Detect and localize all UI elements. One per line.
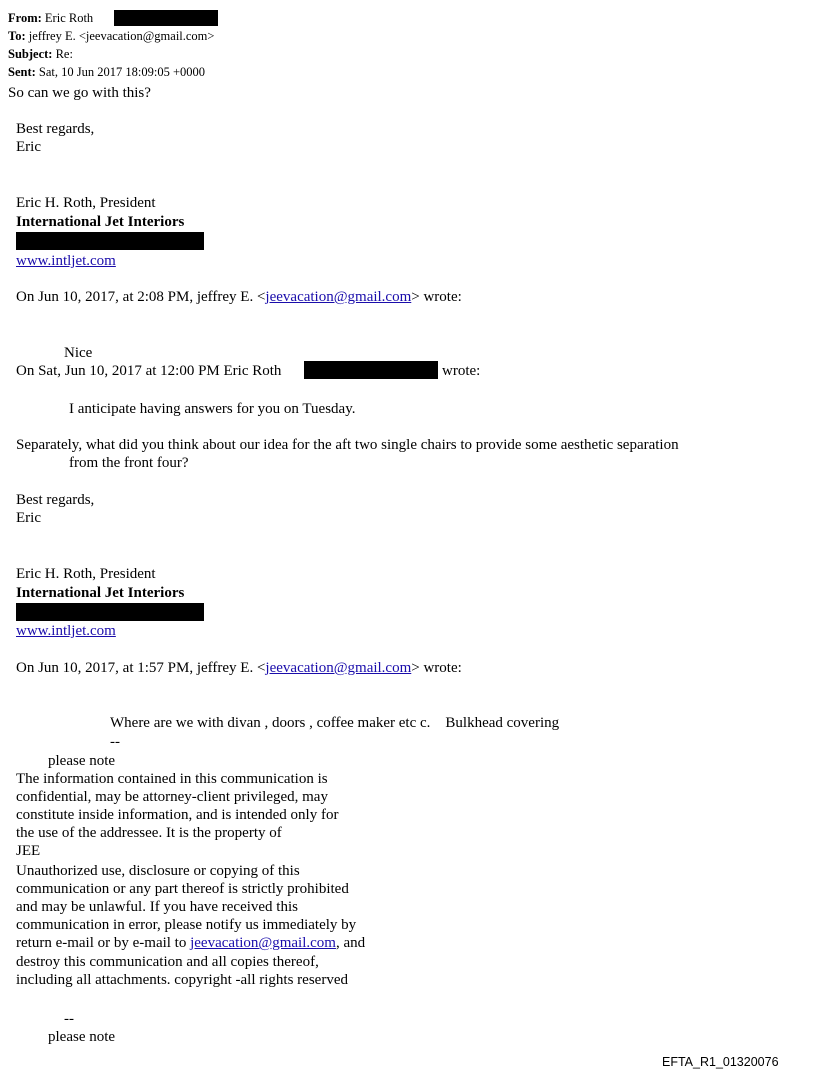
from-label: From: — [8, 11, 42, 25]
closing-regards: Best regards, — [16, 121, 95, 137]
quote-header — [16, 362, 281, 380]
subject-value: Re: — [55, 47, 73, 61]
sent-label: Sent: — [8, 65, 36, 79]
subject-label: Subject: — [8, 47, 53, 61]
from-value: Eric Roth — [44, 11, 94, 25]
closing-regards: Best regards, — [16, 492, 95, 508]
quote-header-text: > wrote: — [411, 660, 462, 676]
body-line: I anticipate having answers for you on Tuesday. — [69, 401, 356, 417]
company-website-link[interactable]: www.intljet.com — [16, 623, 116, 639]
quote-header-text: wrote: — [442, 363, 481, 379]
signature-title: Eric H. Roth, President — [16, 566, 156, 582]
please-note: please note — [48, 1029, 116, 1045]
body-line: Where are we with divan , doors , coffee maker etc c. Bulkhead covering — [110, 715, 560, 731]
to-label: To: — [8, 29, 26, 43]
subject-line — [8, 47, 73, 61]
closing-name: Eric — [16, 139, 41, 155]
disclaimer-line: communication or any part thereof is strictly prohibited — [16, 881, 349, 897]
redaction-box — [114, 10, 218, 26]
closing-name: Eric — [16, 510, 41, 526]
disclaimer-line: constitute inside information, and is intended only for — [16, 807, 339, 823]
reply-text: Nice — [64, 345, 93, 361]
redaction-box — [16, 232, 204, 250]
to-value: jeffrey E. <jeevacation@gmail.com> — [28, 29, 215, 43]
disclaimer-line: communication in error, please notify us immediately by — [16, 917, 357, 933]
body-line: from the front four? — [69, 455, 189, 471]
disclaimer-line: including all attachments. copyright -all rights reserved — [16, 972, 348, 988]
from-line — [8, 11, 93, 25]
disclaimer-text: , and — [335, 935, 366, 951]
redaction-box — [304, 361, 438, 379]
signature-title: Eric H. Roth, President — [16, 195, 156, 211]
quote-header-text: On Jun 10, 2017, at 2:08 PM, jeffrey E. < — [16, 289, 266, 305]
quote-header-text: On Jun 10, 2017, at 1:57 PM, jeffrey E. < — [16, 660, 266, 676]
disclaimer-line — [16, 934, 365, 952]
redaction-box — [16, 603, 204, 621]
disclaimer-text: return e-mail or by e-mail to — [16, 935, 191, 951]
disclaimer-line: and may be unlawful. If you have received this — [16, 899, 298, 915]
quote-header — [16, 659, 462, 677]
email-link[interactable]: jeevacation@gmail.com — [265, 660, 412, 676]
body-line: So can we go with this? — [8, 85, 151, 101]
sent-line — [8, 65, 205, 79]
company-website-link[interactable]: www.intljet.com — [16, 253, 116, 269]
email-link[interactable]: jeevacation@gmail.com — [265, 289, 412, 305]
separator-dashes: -- — [110, 734, 120, 750]
signature-company: International Jet Interiors — [16, 214, 185, 230]
please-note: please note — [48, 753, 116, 769]
disclaimer-line: the use of the addressee. It is the property of — [16, 825, 282, 841]
quote-header-text: > wrote: — [411, 289, 462, 305]
separator-dashes: -- — [64, 1011, 74, 1027]
to-line — [8, 29, 214, 43]
sent-value: Sat, 10 Jun 2017 18:09:05 +0000 — [38, 65, 205, 79]
quote-header-text: On Sat, Jun 10, 2017 at 12:00 PM Eric Roth — [16, 363, 282, 379]
disclaimer-line: JEE — [16, 843, 41, 859]
signature-company: International Jet Interiors — [16, 585, 185, 601]
disclaimer-line: The information contained in this communication is — [16, 771, 328, 787]
email-link[interactable]: jeevacation@gmail.com — [190, 935, 336, 951]
body-line: Separately, what did you think about our idea for the aft two single chairs to provide some aesthetic separation — [16, 437, 679, 453]
disclaimer-line: destroy this communication and all copies thereof, — [16, 954, 319, 970]
disclaimer-line: Unauthorized use, disclosure or copying of this — [16, 863, 300, 879]
document-id: EFTA_R1_01320076 — [662, 1055, 779, 1069]
quote-header — [16, 288, 462, 306]
disclaimer-line: confidential, may be attorney-client privileged, may — [16, 789, 328, 805]
